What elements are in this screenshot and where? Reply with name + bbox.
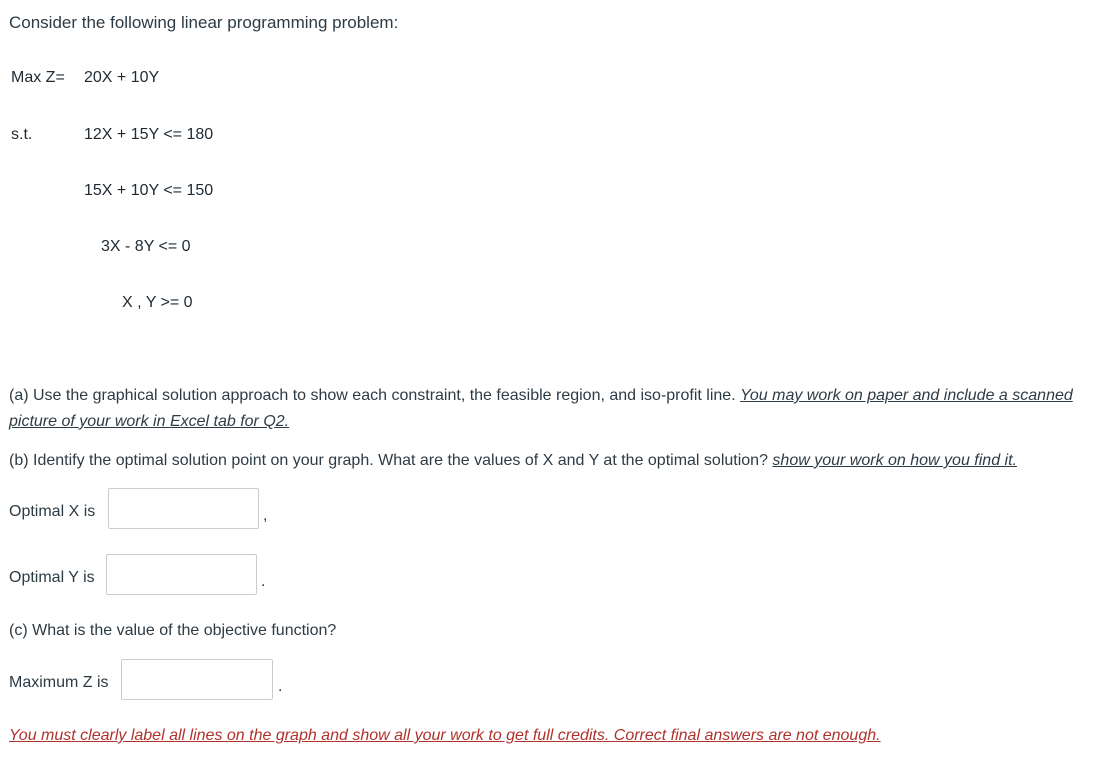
maximum-z-input[interactable] <box>121 659 273 700</box>
constraint-3: 3X - 8Y <= 0 <box>101 238 191 255</box>
part-b-text: (b) Identify the optimal solution point on your graph. What are the values of X and Y at the optimal solution? <box>9 452 773 469</box>
part-a-text: (a) Use the graphical solution approach to show each constraint, the feasible region, and iso-profit line. <box>9 387 741 404</box>
part-a-question <box>9 383 1099 435</box>
nonnegativity-constraint: X , Y >= 0 <box>122 294 193 311</box>
optimal-x-punct: , <box>263 507 268 524</box>
part-b-note: show your work on how you find it. <box>772 452 1017 469</box>
grading-warning: You must clearly label all lines on the graph and show all your work to get full credits. Correct final answers are not enough. <box>9 727 881 744</box>
objective-function: 20X + 10Y <box>84 69 160 86</box>
question-intro: Consider the following linear programming problem: <box>9 13 399 32</box>
optimal-y-punct: . <box>261 573 266 590</box>
constraint-1: 12X + 15Y <= 180 <box>84 126 214 143</box>
constraint-2: 15X + 10Y <= 150 <box>84 182 214 199</box>
objective-label: Max Z= <box>11 69 65 86</box>
optimal-x-input[interactable] <box>108 488 259 529</box>
part-c-question: (c) What is the value of the objective function? <box>9 622 337 639</box>
part-a-note: You may work on paper and include a scanned picture of your work in Excel tab for Q2. <box>9 387 1073 430</box>
maximum-z-punct: . <box>278 678 283 695</box>
part-b-question <box>9 448 1099 474</box>
subject-to-label: s.t. <box>11 126 33 143</box>
optimal-y-label: Optimal Y is <box>9 569 95 586</box>
maximum-z-label: Maximum Z is <box>9 674 109 691</box>
optimal-x-label: Optimal X is <box>9 503 96 520</box>
optimal-y-input[interactable] <box>106 554 257 595</box>
